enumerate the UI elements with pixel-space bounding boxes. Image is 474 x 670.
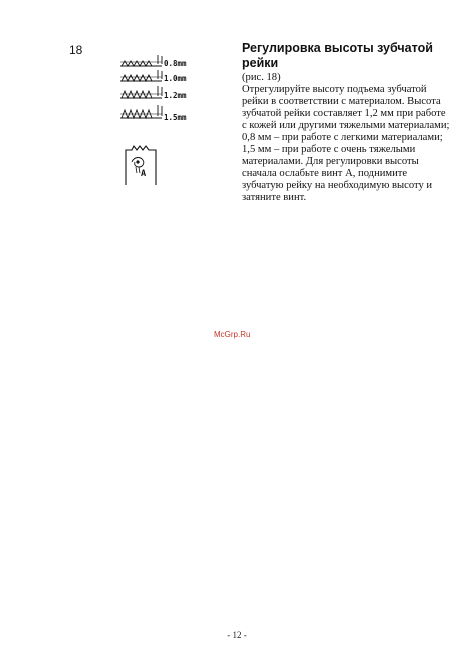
- feed-dog-row-1-2: [120, 86, 187, 100]
- feed-dog-row-0-8: [120, 55, 187, 68]
- body-line: зубчатой рейки составляет 1,2 мм при работе: [242, 108, 446, 119]
- label-1-0mm: 1.0mm: [164, 74, 187, 83]
- section-title-line: рейки: [242, 56, 279, 70]
- body-line: затяните винт.: [242, 192, 307, 203]
- body-line: сначала ослабьте винт А, поднимите: [242, 168, 408, 179]
- screw-a-label: A: [141, 169, 147, 179]
- section-title-line: Регулировка высоты зубчатой: [242, 41, 433, 55]
- body-line: зубчатую рейку на необходимую высоту и: [242, 180, 433, 191]
- label-1-2mm: 1.2mm: [164, 91, 187, 100]
- feed-dog-row-1-5: [120, 105, 187, 122]
- body-line: с кожей или другими тяжелыми материалами;: [242, 120, 450, 131]
- body-line: (рис. 18): [242, 72, 281, 83]
- body-line: 0,8 мм – при работе с легкими материалами;: [242, 132, 443, 143]
- body-line: материалами. Для регулировки высоты: [242, 156, 419, 167]
- section-title: [242, 41, 442, 71]
- body-line: 1,5 мм – при работе с очень тяжелыми: [242, 144, 416, 155]
- body-line: Отрегулируйте высоту подъема зубчатой: [242, 84, 427, 95]
- body-line: рейки в соответствии с материалом. Высота: [242, 96, 441, 107]
- figure-number: 18: [69, 43, 83, 57]
- label-1-5mm: 1.5mm: [164, 113, 187, 122]
- feed-dog-row-1-0: [120, 70, 187, 83]
- section-body: [242, 72, 450, 204]
- adjustment-screw-diagram: [126, 146, 156, 185]
- watermark: McGrp.Ru: [214, 330, 251, 339]
- page-number: - 12 -: [227, 630, 247, 640]
- label-0-8mm: 0.8mm: [164, 59, 187, 68]
- feed-dog-height-diagram: [118, 50, 198, 190]
